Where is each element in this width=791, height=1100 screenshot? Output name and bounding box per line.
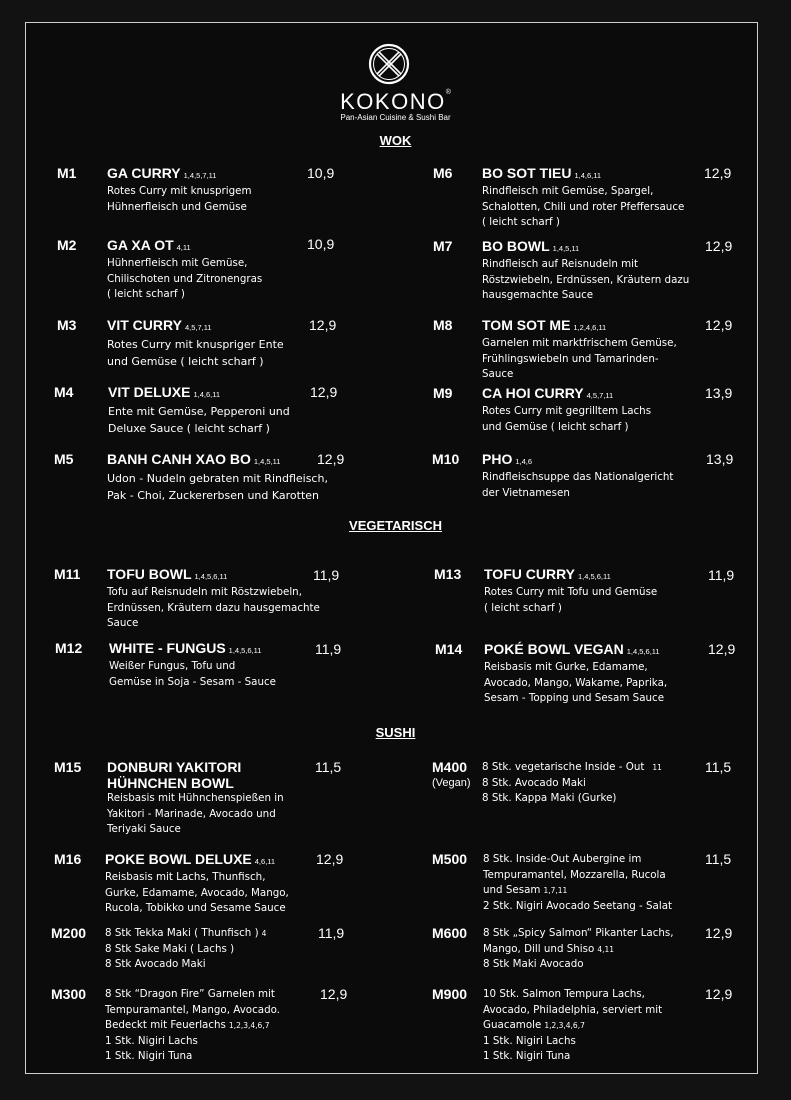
item-vegan-tag: (Vegan): [432, 777, 471, 789]
item-description: Rotes Curry mit Tofu und Gemüse ( leicht scharf ): [484, 586, 658, 614]
item-name: GA CURRY: [107, 165, 181, 181]
item-line: 8 Stk. vegetarische Inside - Out: [482, 761, 645, 773]
item-description: Hühnerfleisch mit Gemüse, Chilischoten und Zitronengras ( leicht scharf ): [107, 257, 263, 301]
item-allergens: 1,2,4,6,11: [573, 323, 607, 332]
item-line: 8 Stk Tekka Maki ( Thunfisch ): [105, 927, 259, 939]
item-name: VIT CURRY: [107, 317, 182, 333]
item-allergens: 1,4,5,11: [253, 457, 281, 466]
item-line: 8 Stk Maki Avocado: [483, 958, 584, 971]
menu-item-m10: [482, 451, 782, 501]
item-allergens: 4,5,7,11: [586, 391, 614, 400]
menu-item-m13: [484, 566, 784, 616]
item-description: Rindfleisch auf Reisnudeln mit Röstzwiebeln, Erdnüssen, Kräutern dazu hausgemachte Sauce: [482, 258, 690, 302]
item-price: 12,9: [704, 165, 732, 181]
menu-item-m6: [482, 165, 782, 231]
item-allergens: 4,11: [597, 944, 615, 954]
item-description: Garnelen mit marktfrischem Gemüse, Frühlingswiebeln und Tamarinden- Sauce: [482, 337, 677, 381]
item-name: PHO: [482, 451, 513, 467]
item-name: TOM SOT ME: [482, 317, 571, 333]
item-description: Udon - Nudeln gebraten mit Rindfleisch, Pak - Choi, Zuckererbsen und Karotten: [107, 472, 328, 502]
item-line: 1 Stk. Nigiri Tuna: [483, 1050, 571, 1063]
section-title-sushi: SUSHI: [375, 725, 416, 740]
item-allergens: 4,6,11: [254, 857, 276, 866]
item-price: 11,9: [315, 641, 342, 657]
item-price: 11,5: [705, 851, 732, 867]
item-allergens: 4: [261, 929, 267, 938]
item-line: 1 Stk. Nigiri Lachs: [105, 1034, 198, 1047]
item-description: Reisbasis mit Gurke, Edamame, Avocado, Mango, Wakame, Paprika, Sesam - Topping und Sesam Sauce: [484, 661, 668, 705]
item-price: 10,9: [307, 236, 335, 252]
menu-item-m9: [482, 385, 782, 435]
item-name-line2: HÜHNCHEN BOWL: [107, 775, 234, 791]
menu-item-m15: [107, 759, 407, 838]
item-code: M1: [57, 165, 77, 181]
item-line: Bedeckt mit Feuerlachs: [105, 1019, 226, 1032]
brand-name: KOKONO®: [340, 89, 451, 114]
item-code: M13: [434, 566, 462, 582]
item-name: BANH CANH XAO BO: [107, 451, 251, 467]
item-allergens: 1,4,5,6,11: [194, 572, 228, 581]
kokono-logo-icon: [368, 43, 410, 85]
item-price: 11,5: [705, 759, 732, 775]
item-price: 11,9: [318, 925, 345, 941]
menu-item-m5: [107, 451, 407, 504]
menu-item-m12: [109, 640, 409, 690]
item-allergens: 1,4,5,11: [552, 244, 580, 253]
item-price: 12,9: [316, 851, 344, 867]
menu-item-m600: [483, 926, 783, 973]
item-description: Rindfleischsuppe das Nationalgericht der Vietnamesen: [482, 471, 674, 499]
item-code: M16: [54, 851, 82, 867]
item-allergens: 11: [652, 763, 662, 772]
item-code: M9: [433, 385, 453, 401]
menu-item-m200: [105, 926, 405, 973]
menu-item-m3: [107, 317, 407, 370]
item-description: Weißer Fungus, Tofu und Gemüse in Soja - Sesam - Sauce: [109, 660, 276, 688]
item-description: Rindfleisch mit Gemüse, Spargel, Schalotten, Chili und roter Pfeffersauce ( leicht scharf ): [482, 185, 685, 229]
item-name: CA HOI CURRY: [482, 385, 584, 401]
item-price: 11,9: [708, 567, 735, 583]
item-line: Tempuramantel, Mango, Avocado.: [105, 1003, 280, 1016]
item-allergens: 4,11: [176, 243, 191, 252]
item-name: WHITE - FUNGUS: [109, 640, 226, 656]
item-code: M10: [432, 451, 460, 467]
item-code: M11: [54, 566, 81, 582]
item-code: M7: [433, 238, 453, 254]
item-allergens: 1,2,3,4,6,7: [228, 1021, 270, 1031]
menu-item-m7: [482, 238, 782, 304]
item-allergens: 1,4,6,11: [574, 171, 602, 180]
item-code: M900: [432, 986, 468, 1002]
item-line: Avocado, Philadelphia, serviert mit: [483, 1003, 663, 1016]
item-line: Mango, Dill und Shiso: [483, 942, 595, 955]
item-description: Rotes Curry mit knusprigem Hühnerfleisch und Gemüse: [107, 185, 252, 213]
item-code: M4: [54, 384, 74, 400]
item-price: 12,9: [705, 317, 733, 333]
menu-item-m14: [484, 641, 784, 707]
item-price: 13,9: [706, 451, 734, 467]
menu-item-m2: [107, 237, 407, 303]
item-code: M300: [51, 986, 87, 1002]
item-code: M200: [51, 925, 87, 941]
menu-item-m1: [107, 165, 407, 215]
item-code: M5: [54, 451, 74, 467]
item-allergens: 4,5,7,11: [184, 323, 212, 332]
item-line: 8 Stk “Dragon Fire” Garnelen mit: [105, 988, 275, 1000]
item-allergens: 1,4,6,11: [193, 390, 221, 399]
item-price: 12,9: [317, 451, 345, 467]
item-description: Rotes Curry mit knuspriger Ente und Gemüse ( leicht scharf ): [107, 338, 284, 368]
brand-tagline: Pan-Asian Cuisine & Sushi Bar: [340, 113, 451, 122]
item-allergens: 1,4,5,6,11: [578, 572, 611, 581]
item-line: 8 Stk. Avocado Maki: [482, 776, 586, 789]
item-allergens: 1,4,5,6,11: [228, 646, 262, 655]
item-code: M12: [55, 640, 83, 656]
item-line: 8 Stk Avocado Maki: [105, 958, 206, 971]
item-price: 11,9: [313, 567, 340, 583]
item-code: M2: [57, 237, 77, 253]
item-name: POKÉ BOWL VEGAN: [484, 641, 624, 657]
item-line: 1 Stk. Nigiri Lachs: [483, 1034, 576, 1047]
item-allergens: 1,4,5,7,11: [183, 171, 217, 180]
item-code: M500: [432, 851, 468, 867]
item-line: 1 Stk. Nigiri Tuna: [105, 1050, 193, 1063]
item-line: Tempuramantel, Mozzarella, Rucola: [483, 868, 666, 881]
item-code: M600: [432, 925, 468, 941]
item-line: 8 Stk. Inside-Out Aubergine im: [483, 853, 642, 865]
item-price: 13,9: [705, 385, 733, 401]
item-price: 10,9: [307, 165, 335, 181]
menu-item-m8: [482, 317, 782, 383]
item-price: 12,9: [705, 925, 733, 941]
item-code: M3: [57, 317, 77, 333]
item-line: 8 Stk. Kappa Maki (Gurke): [482, 792, 617, 805]
item-name: BO SOT TIEU: [482, 165, 572, 181]
item-description: Tofu auf Reisnudeln mit Röstzwiebeln, Erdnüssen, Kräutern dazu hausgemachte Sauce: [107, 586, 320, 630]
item-description: Reisbasis mit Lachs, Thunfisch, Gurke, Edamame, Avocado, Mango, Rucola, Tobikko und Sesame Sauce: [105, 871, 289, 915]
item-price: 12,9: [705, 238, 733, 254]
item-code: M8: [433, 317, 453, 333]
item-line: und Sesam: [483, 884, 541, 897]
item-code: M14: [435, 641, 463, 657]
item-allergens: 1,7,11: [543, 886, 568, 896]
item-price: 12,9: [708, 641, 736, 657]
item-name: TOFU BOWL: [107, 566, 192, 582]
item-name: DONBURI YAKITORI: [107, 759, 242, 775]
item-description: Rotes Curry mit gegrilltem Lachs und Gemüse ( leicht scharf ): [482, 405, 652, 433]
item-name: VIT DELUXE: [108, 384, 191, 400]
menu-item-m16: [105, 851, 405, 917]
item-price: 12,9: [320, 986, 348, 1002]
item-allergens: 1,4,5,6,11: [626, 647, 660, 656]
item-price: 12,9: [309, 317, 337, 333]
item-price: 12,9: [310, 384, 338, 400]
item-description: Ente mit Gemüse, Pepperoni und Deluxe Sauce ( leicht scharf ): [108, 405, 290, 435]
menu-item-m300: [105, 987, 405, 1065]
item-description: Reisbasis mit Hühnchenspießen in Yakitori - Marinade, Avocado und Teriyaki Sauce: [107, 792, 284, 836]
menu-item-m900: [483, 987, 783, 1065]
section-title-wok: WOK: [379, 133, 412, 148]
item-price: 11,5: [315, 759, 342, 775]
menu-item-m4: [108, 384, 408, 437]
item-allergens: 1,2,3,4,6,7: [544, 1021, 585, 1031]
item-price: 12,9: [705, 986, 733, 1002]
item-line: 8 Stk Sake Maki ( Lachs ): [105, 942, 235, 955]
item-line: 8 Stk „Spicy Salmon“ Pikanter Lachs,: [483, 927, 674, 939]
item-line: Guacamole: [483, 1019, 542, 1032]
item-allergens: 1,4,6: [515, 457, 533, 466]
item-name: BO BOWL: [482, 238, 550, 254]
item-line: 2 Stk. Nigiri Avocado Seetang - Salat: [483, 899, 673, 912]
menu-item-m400: [482, 760, 782, 807]
item-name: TOFU CURRY: [484, 566, 575, 582]
menu-item-m500: [483, 852, 783, 914]
item-line: 10 Stk. Salmon Tempura Lachs,: [483, 988, 645, 1000]
menu-item-m11: [107, 566, 407, 632]
item-code: M6: [433, 165, 453, 181]
item-code: M15: [54, 759, 82, 775]
item-name: POKE BOWL DELUXE: [105, 851, 252, 867]
item-name: GA XA OT: [107, 237, 174, 253]
item-code: M400: [432, 759, 468, 775]
section-title-vegetarisch: VEGETARISCH: [349, 518, 442, 533]
